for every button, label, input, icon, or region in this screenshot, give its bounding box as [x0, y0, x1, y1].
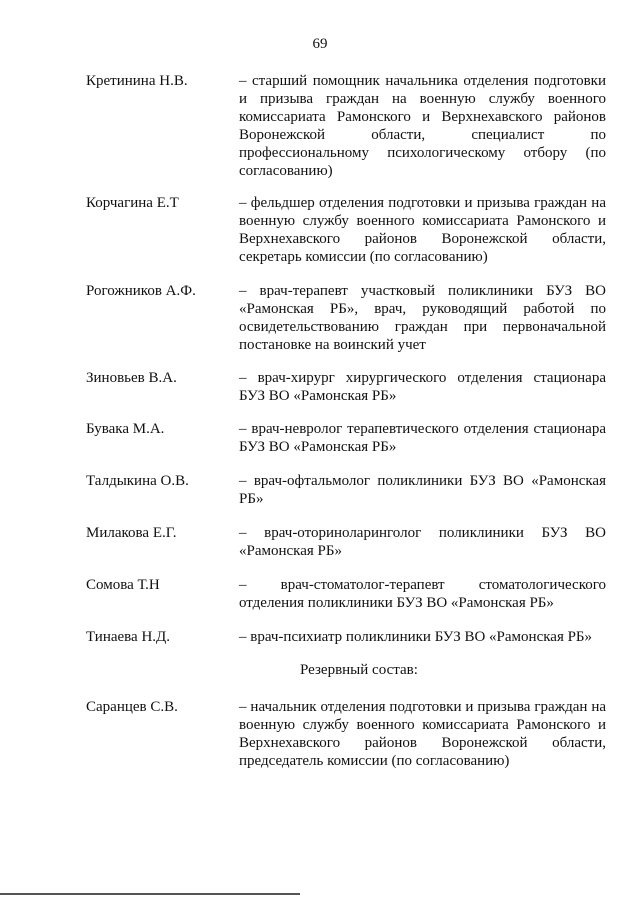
member-entry	[86, 576, 606, 612]
page-number: 69	[312, 36, 328, 52]
member-name: Милакова Е.Г.	[86, 525, 177, 541]
member-name: Талдыкина О.В.	[86, 473, 189, 489]
reserve-heading: Резервный состав:	[300, 662, 418, 678]
member-name: Сомова Т.Н	[86, 577, 160, 593]
member-name: Зиновьев В.А.	[86, 370, 177, 386]
member-role: – врач-оториноларинголог поликлиники БУЗ ВО «Рамонская РБ»	[239, 525, 606, 559]
member-entry	[86, 369, 606, 405]
member-name: Кретинина Н.В.	[86, 73, 188, 89]
member-role: – фельдшер отделения подготовки и призыва граждан на военную службу военного комиссариата Рамонского и Верхнехавского районов Воронежской области, секретарь комиссии (по согласованию)	[239, 195, 606, 265]
member-entry	[86, 194, 606, 266]
member-name: Рогожников А.Ф.	[86, 283, 196, 299]
member-name: Корчагина Е.Т	[86, 195, 179, 211]
member-entry	[86, 282, 606, 354]
member-entry	[86, 628, 606, 646]
member-role: – врач-хирург хирургического отделения стационара БУЗ ВО «Рамонская РБ»	[239, 370, 606, 404]
member-role: – врач-офтальмолог поликлиники БУЗ ВО «Рамонская РБ»	[239, 473, 606, 507]
member-entry	[86, 472, 606, 508]
page-bottom-rule	[0, 893, 300, 895]
member-name: Тинаева Н.Д.	[86, 629, 171, 645]
member-role: – старший помощник начальника отделения подготовки и призыва граждан на военную службу военного комиссариата Рамонского и Верхнехавского районов Воронежской области, специалист по профессиональному психологическому отбору (по согласованию)	[239, 73, 606, 179]
member-role: – начальник отделения подготовки и призыва граждан на военную службу военного комиссариата Рамонского и Верхнехавского районов Воронежской области, председатель комиссии (по согласованию)	[239, 699, 606, 769]
member-entry	[86, 524, 606, 560]
member-name: Саранцев С.В.	[86, 699, 178, 715]
member-role: – врач-стоматолог-терапевт стоматологического отделения поликлиники БУЗ ВО «Рамонская РБ»	[239, 577, 606, 611]
member-role: – врач-терапевт участковый поликлиники БУЗ ВО «Рамонская РБ», врач, руководящий работой по освидетельствованию граждан при первоначальной постановке на воинский учет	[239, 283, 606, 353]
member-role: – врач-невролог терапевтического отделения стационара БУЗ ВО «Рамонская РБ»	[239, 421, 606, 455]
member-entry	[86, 420, 606, 456]
member-name: Бувака М.А.	[86, 421, 165, 437]
member-role: – врач-психиатр поликлиники БУЗ ВО «Рамонская РБ»	[239, 629, 593, 645]
member-entry	[86, 72, 606, 180]
reserve-member-entry	[86, 698, 606, 770]
